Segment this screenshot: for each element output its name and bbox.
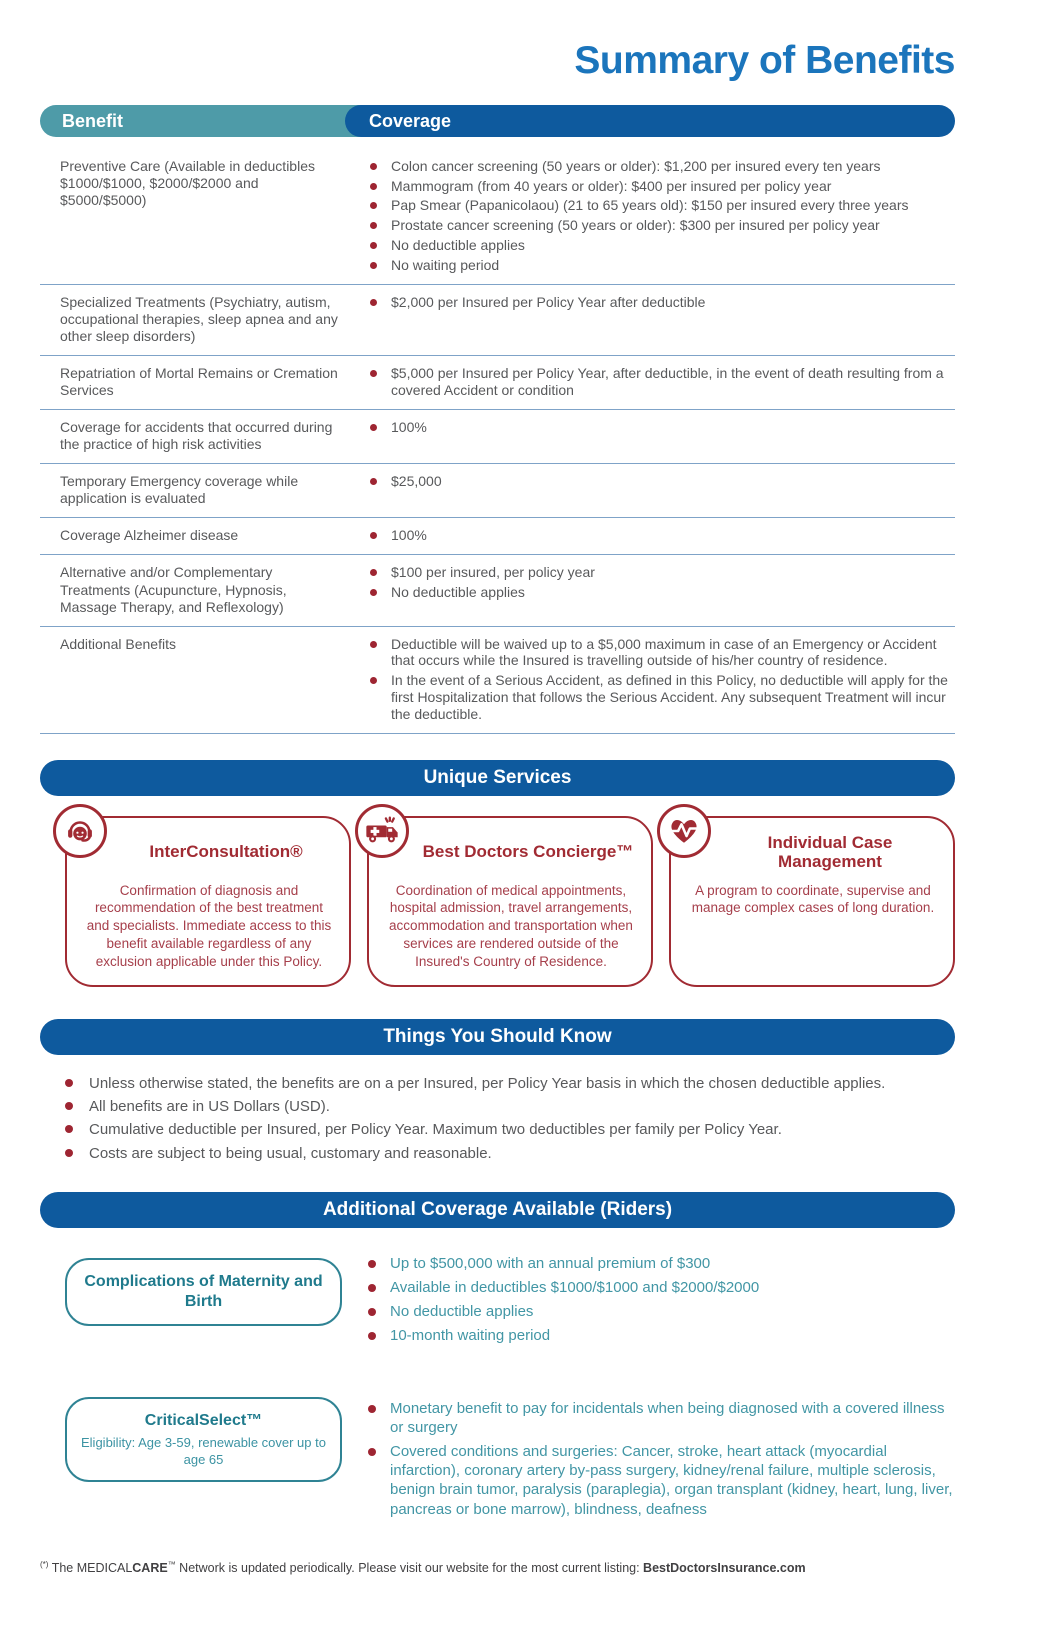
- list-item: Unless otherwise stated, the benefits are on a per Insured, per Policy Year basis in which the chosen deductible applies.: [65, 1073, 955, 1094]
- unique-services-cards: [65, 816, 955, 987]
- coverage-item: $2,000 per Insured per Policy Year after deductible: [370, 294, 951, 311]
- unique-services-banner: Unique Services: [40, 760, 955, 796]
- rider-card-maternity: [65, 1258, 342, 1326]
- table-header: [40, 105, 955, 137]
- rider-bullets: [342, 1399, 955, 1524]
- list-item: All benefits are in US Dollars (USD).: [65, 1096, 955, 1117]
- card-interconsultation: [65, 816, 351, 987]
- coverage-item: No waiting period: [370, 257, 951, 274]
- coverage-cell: [340, 636, 955, 723]
- table-row: [40, 149, 955, 285]
- footnote-website: BestDoctorsInsurance.com: [643, 1561, 806, 1575]
- footnote: [40, 1560, 955, 1575]
- card-title: InterConsultation®: [149, 842, 303, 862]
- list-item: Costs are subject to being usual, customary and reasonable.: [65, 1143, 955, 1164]
- benefit-cell: Repatriation of Mortal Remains or Cremation Services: [60, 364, 338, 398]
- rider-name: Complications of Maternity and Birth: [84, 1272, 323, 1310]
- coverage-item: $25,000: [370, 473, 951, 490]
- page-title: Summary of Benefits: [574, 39, 955, 82]
- table-row: [40, 356, 955, 410]
- benefit-cell: Additional Benefits: [60, 635, 176, 652]
- table-row: [40, 410, 955, 464]
- headset-agent-icon: [53, 804, 107, 858]
- benefit-cell: Alternative and/or Complementary Treatments (Acupuncture, Hypnosis, Massage Therapy, and Reflexology): [60, 564, 287, 615]
- footnote-asterisk: (*): [40, 1559, 49, 1569]
- benefit-cell: Coverage for accidents that occurred during the practice of high risk activities: [60, 419, 333, 453]
- table-row: [40, 555, 955, 626]
- coverage-item: Pap Smear (Papanicolaou) (21 to 65 years old): $150 per insured every three years: [370, 197, 951, 214]
- benefit-cell: Coverage Alzheimer disease: [60, 527, 239, 544]
- coverage-item: Colon cancer screening (50 years or older): $1,200 per insured every ten years: [370, 158, 951, 175]
- table-row: [40, 285, 955, 356]
- card-title: Best Doctors Concierge™: [422, 842, 634, 862]
- coverage-item: 100%: [370, 419, 951, 436]
- coverage-item: Deductible will be waived up to a $5,000 maximum in case of an Emergency or Accident that occurs while the Insured is travelling outside of his/her country of residence.: [370, 636, 951, 670]
- coverage-item: In the event of a Serious Accident, as defined in this Policy, no deductible will apply for the first Hospitalization that follows the Serious Accident. Any subsequent Treatment will incur the deductible.: [370, 672, 951, 722]
- coverage-cell: [340, 365, 955, 399]
- coverage-cell: [340, 564, 955, 601]
- trademark-symbol: ™: [167, 1559, 176, 1569]
- table-row: [40, 627, 955, 734]
- rider-name: CriticalSelect™: [144, 1411, 263, 1429]
- ambulance-icon: [355, 804, 409, 858]
- rider-subtitle: Eligibility: Age 3-59, renewable cover up to age 65: [81, 1434, 326, 1467]
- list-item: Cumulative deductible per Insured, per Policy Year. Maximum two deductibles per family per Policy Year.: [65, 1119, 955, 1140]
- footnote-brand-care: CARE: [132, 1561, 168, 1575]
- coverage-column-header: Coverage: [345, 105, 955, 137]
- benefit-cell: Temporary Emergency coverage while application is evaluated: [60, 473, 299, 507]
- coverage-cell: [340, 294, 955, 311]
- card-body: Coordination of medical appointments, hospital admission, travel arrangements, accommodation and transportation when services are rendered outside of the Insured's Country of Residence.: [389, 882, 633, 969]
- page-content: [40, 0, 955, 1524]
- rider-criticalselect-row: [40, 1397, 955, 1524]
- card-body: A program to coordinate, supervise and manage complex cases of long duration.: [691, 882, 935, 916]
- coverage-item: No deductible applies: [370, 237, 951, 254]
- list-item: Monetary benefit to pay for incidentals when being diagnosed with a covered illness or surgery: [368, 1399, 955, 1437]
- coverage-item: $5,000 per Insured per Policy Year, after deductible, in the event of death resulting from a covered Accident or condition: [370, 365, 951, 399]
- heart-pulse-icon: [657, 804, 711, 858]
- table-row: [40, 464, 955, 518]
- rider-bullets: [342, 1254, 955, 1351]
- benefit-column-header: Benefit: [40, 105, 580, 137]
- things-you-should-know-banner: Things You Should Know: [40, 1019, 955, 1055]
- footnote-text: Network is updated periodically. Please visit our website for the most current listing:: [175, 1561, 644, 1575]
- coverage-item: $100 per insured, per policy year: [370, 564, 951, 581]
- benefits-table: [40, 149, 955, 734]
- coverage-cell: [340, 473, 955, 490]
- rider-card-criticalselect: [65, 1397, 342, 1483]
- benefit-cell: Specialized Treatments (Psychiatry, autism, occupational therapies, sleep apnea and any other sleep disorders): [60, 293, 338, 344]
- list-item: Up to $500,000 with an annual premium of $300: [368, 1254, 955, 1273]
- coverage-item: Mammogram (from 40 years or older): $400 per insured per policy year: [370, 178, 951, 195]
- coverage-cell: [340, 419, 955, 436]
- footnote-text: The MEDICAL: [48, 1561, 133, 1575]
- card-body: Confirmation of diagnosis and recommendation of the best treatment and specialists. Immediate access to this benefit available regardless of any exclusion applicable under this Policy.: [86, 882, 332, 969]
- list-item: Available in deductibles $1000/$1000 and $2000/$2000: [368, 1278, 955, 1297]
- card-title: Individual Case Management: [767, 832, 893, 871]
- card-best-doctors-concierge: [367, 816, 653, 987]
- table-row: [40, 518, 955, 555]
- coverage-cell: [340, 527, 955, 544]
- list-item: Covered conditions and surgeries: Cancer, stroke, heart attack (myocardial infarction), coronary artery by-pass surgery, kidney/renal failure, multiple sclerosis, benign brain tumor, paralysis (paraplegia), organ transplant (kidney, heart, lung, liver, pancreas or bone marrow), blindness, deafness: [368, 1442, 955, 1519]
- benefit-cell: Preventive Care (Available in deductibles $1000/$1000, $2000/$2000 and $5000/$5000): [60, 157, 315, 209]
- list-item: 10-month waiting period: [368, 1326, 955, 1345]
- card-individual-case-management: [669, 816, 955, 987]
- coverage-item: No deductible applies: [370, 584, 951, 601]
- coverage-item: 100%: [370, 527, 951, 544]
- coverage-cell: [340, 158, 955, 274]
- riders-banner: Additional Coverage Available (Riders): [40, 1192, 955, 1228]
- coverage-item: Prostate cancer screening (50 years or older): $300 per insured per policy year: [370, 217, 951, 234]
- rider-maternity-row: [40, 1252, 955, 1351]
- things-you-should-know-list: [40, 1073, 955, 1164]
- list-item: No deductible applies: [368, 1302, 955, 1321]
